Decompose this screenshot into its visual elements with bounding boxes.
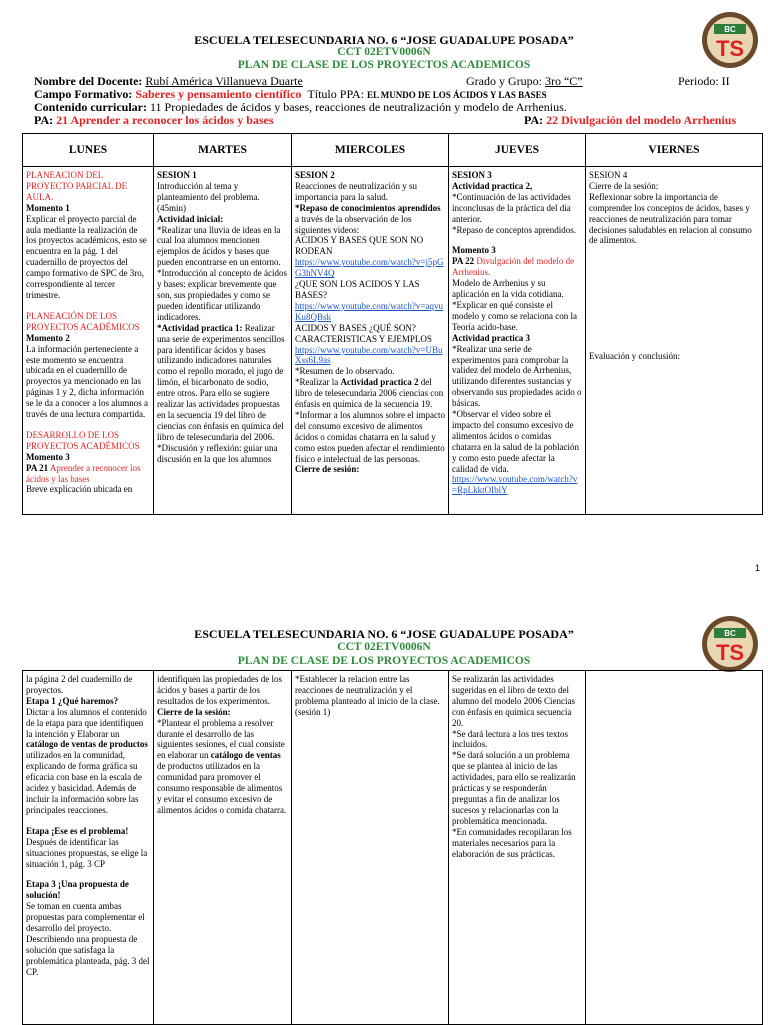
day-header-viernes: VIERNES (586, 134, 763, 167)
cell-lunes-p2: la página 2 del cuadernillo de proyectos. Etapa 1 ¿Qué haremos? Dictar a los alumnos el contenido de la etapa para que identifiquen la intención y Elaborar un catálogo de ventas de productos utilizados en la comunidad, explicando de forma gráfica su eficacia con base en la escala de acidez y basicidad. Además de incluir la información sobre las principales reacciones. Etapa ¡Ese es el problema! Después de identificar las situaciones propuestas, se elige la situación 1, pág. 3 CP Etapa 3 ¡Una propuesta de solución! Se toman en cuenta ambas propuestas para complementar el desarrollo del proyecto. Describiendo una propuesta de solución que satisfaga la problemática planteada, pág. 3 del CP. (23, 671, 154, 1025)
day-header-martes: MARTES (154, 134, 292, 167)
contenido-label: Contenido curricular: (34, 100, 147, 114)
cell-lunes: PLANEACION DEL PROYECTO PARCIAL DE AULA. Momento 1 Explicar el proyecto parcial de aula mediante la realización de los proyectos académicos, esto se encuentra en la pág. 1 del cuadernillo de proyectos del campo formativo de SPC de 3ro, correspondiente al tercer trimestre. PLANEACIÓN DE LOS PROYECTOS ACADÉMICOS Momento 2 La información perteneciente a este momento se encuentra ubicada en el cuadernillo de proyectos ya mencionado en las páginas 1 y 2, dicha información se le da a conocer a los alumnos a través de una lectura compartida. DESARROLLO DE LOS PROYECTOS ACADÉMICOS Momento 3 PA 21 Aprender a reconocer los ácidos y las bases Breve explicación ubicada en (23, 167, 154, 515)
titulo-label: Título PPA: (307, 87, 365, 101)
campo-value: Saberes y pensamiento científico (135, 87, 302, 101)
day-header-jueves: JUEVES (449, 134, 586, 167)
campo-label: Campo Formativo: (34, 87, 133, 101)
svg-text:BC: BC (724, 25, 736, 34)
school-cct: CCT 02ETV0006N (337, 46, 431, 58)
video-link-3[interactable]: https://www.youtube.com/watch?v=UBuXss6L9as (295, 344, 443, 366)
page-gap (0, 555, 768, 600)
video-link-1[interactable]: https://www.youtube.com/watch?v=j5pGG3hNV4Q (295, 257, 444, 279)
cell-viernes: SESION 4 Cierre de la sesión: Reflexionar sobre la importancia de comprender los conceptos de ácidos, bases y reacciones de neutralización para tomar decisiones saludables en relacion al consumo de alimentos. Evaluación y conclusión: (586, 167, 763, 515)
cell-jueves: SESION 3 Actividad practica 2, *Continuación de las actividades inconclusas de la práctica del día anterior. *Repaso de conceptos aprendidos. Momento 3 PA 22 Divulgación del modelo de Arrhenius. Modelo de Arrhenius y su aplicación en la vida cotidiana. *Explicar en qué consiste el modelo y como se relaciona con la Teoría acido-base. Actividad practica 3 *Realizar una serie de experimentos para comprobar la validez del modelo de Arrhenius, utilizando diferentes sustancias y observando sus propiedades acido o básicas. *Observar el video sobre el impacto del consumo excesivo de alimentos ácidos o comidas chatarra en la salud de la población y como esto puede afectar la calidad de vida. https://www.youtube.com/watch?v=RpLkktOIblY (449, 167, 586, 515)
pa1-value: 21 Aprender a reconocer los ácidos y bases (56, 113, 274, 127)
school-cct-p2: CCT 02ETV0006N (337, 641, 431, 653)
lesson-table-page-1 (22, 133, 763, 515)
grado-label: Grado y Grupo: (466, 74, 542, 88)
contenido-value: 11 Propiedades de ácidos y bases, reacciones de neutralización y modelo de Arrhenius. (150, 100, 567, 114)
pa2-value: 22 Divulgación del modelo Arrhenius (546, 113, 737, 127)
plan-info (34, 75, 744, 127)
plan-title: PLAN DE CLASE DE LOS PROYECTOS ACADEMICOS (237, 59, 531, 71)
docente-label: Nombre del Docente: (34, 74, 143, 88)
cell-miercoles-p2: *Establecer la relacion entre las reacciones de neutralización y el problema planteado al inicio de la clase. (sesión 1) (292, 671, 449, 1025)
cell-martes-p2: identifiquen las propiedades de los ácidos y bases a partir de los resultados de los experimentos. Cierre de la sesión: *Plantear el problema a resolver durante el desarrollo de las siguientes sesiones, el cual consiste en elaborar un catálogo de ventas de productos utilizados en la comunidad para promover el consumo responsable de alimentos y evitar el consumo excesivo de alimentos ácidos o comida chatarra. (154, 671, 292, 1025)
page-number: 1 (754, 563, 760, 573)
docente-name: Rubí América Villanueva Duarte (145, 74, 303, 88)
cell-miercoles: SESION 2 Reacciones de neutralización y su importancia para la salud. *Repaso de conocimientos aprendidos a través de la observación de los siguientes videos: ACIDOS Y BASES QUE SON NO RODEAN https://www.youtube.com/watch?v=j5pGG3hNV4Q ¿QUE SON LOS ACIDOS Y LAS BASES? https://www.youtube.com/watch?v=aqvuKu8QBsk ACIDOS Y BASES ¿QUÉ SON? CARACTERISTICAS Y EJEMPLOS https://www.youtube.com/watch?v=UBuXss6L9as *Resumen de lo observado. *Realizar la Actividad practica 2 del libro de telesecundaria 2006 ciencias con énfasis en química de la secuencia 19. *Informar a los alumnos sobre el impacto del consumo excesivo de alimentos ácidos o comidas chatarra en la salud y como estos pueden afectar el rendimiento físico e intelectual de las personas. Cierre de sesión: (292, 167, 449, 515)
lesson-table-page-2 (22, 670, 763, 1025)
school-name: ESCUELA TELESECUNDARIA NO. 6 “JOSE GUADALUPE POSADA” (194, 33, 574, 47)
pa1-label: PA: (34, 113, 54, 127)
svg-text:TS: TS (715, 640, 745, 665)
grado-value: 3ro “C” (544, 74, 583, 88)
cell-viernes-p2 (586, 671, 763, 1025)
video-link-2[interactable]: https://www.youtube.com/watch?v=aqvuKu8QBsk (295, 300, 443, 322)
day-header-miercoles: MIERCOLES (292, 134, 449, 167)
cell-martes: SESION 1 Introducción al tema y planteamiento del problema. (45min) Actividad inicial: *Realizar una lluvia de ideas en la cual loa alumnos mencionen ejemplos de ácidos y bases que pueden encontrarse en un entorno. *Introducción al concepto de ácidos y bases: explicar brevemente que son, sus propiedades y como se pueden identificar utilizando indicadores. *Actividad practica 1: Realizar una serie de experimentos sencillos para identificar ácidos y bases utilizando indicadores naturales como el repollo morado, el jugo de limón, el bicarbonato de sodio, entre otros. Para ello se sugiere realizar las actividades propuestas en la secuencia 19 del libro de ciencias con énfasis en química del libro de telesecundaria del 2006. *Discusión y reflexión: guiar una discusión en la que los alumnos (154, 167, 292, 515)
school-name-p2: ESCUELA TELESECUNDARIA NO. 6 “JOSE GUADALUPE POSADA” (194, 627, 574, 641)
titulo-value: EL MUNDO DE LOS ÁCIDOS Y LAS BASES (367, 90, 547, 100)
cell-jueves-p2: Se realizarán las actividades sugeridas en el libro de texto del alumno del modelo 2006 Ciencias con énfasis en química secuencia 20. *Se dará lectura a los tres textos incluidos. *Se dará solución a un problema que se plantea al inicio de las actividades, para ello se realizarán prácticas y se responderán preguntas a fin de analizar los sucesos y relacionarlas con la problemática mencionada. *En comunidades recopilaran los materiales necesarios para la elaboración de sus prácticas. (449, 671, 586, 1025)
svg-text:TS: TS (715, 36, 745, 61)
day-header-lunes: LUNES (23, 134, 154, 167)
page-2 (0, 600, 768, 1024)
periodo: Periodo: II (678, 74, 730, 88)
video-link-4[interactable]: https://www.youtube.com/watch?v=RpLkktOIblY (452, 474, 578, 496)
svg-text:BC: BC (724, 629, 736, 638)
pa2-label: PA: (524, 113, 544, 127)
plan-title-p2: PLAN DE CLASE DE LOS PROYECTOS ACADEMICOS (237, 655, 531, 667)
